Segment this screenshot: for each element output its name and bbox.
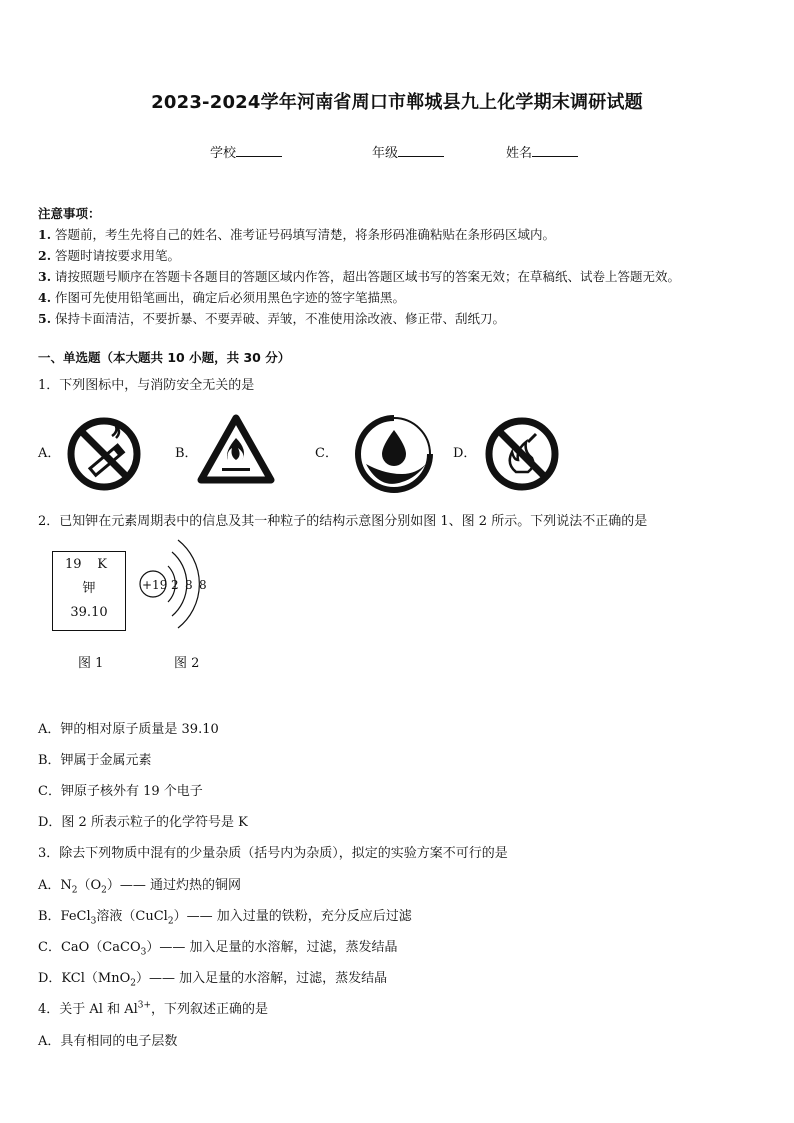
atomic-number: 19 bbox=[65, 557, 82, 572]
no-smoking-icon bbox=[64, 414, 144, 494]
element-symbol: K bbox=[97, 557, 107, 572]
element-card-top bbox=[53, 552, 125, 576]
notes-block bbox=[38, 203, 680, 329]
q2-option-b: B．钾属于金属元素 bbox=[38, 753, 152, 768]
section-heading: 一、单选题（本大题共 10 小题，共 30 分） bbox=[38, 350, 291, 365]
q3-option-d: D．KCl（MnO$_2$）—— 加入足量的水溶解，过滤，蒸发结晶 bbox=[38, 971, 388, 989]
grade-blank bbox=[398, 144, 444, 157]
note-item: 5. 保持卡面清洁，不要折暴、不要弄破、弄皱，不准使用涂改液、修正带、刮纸刀。 bbox=[38, 311, 506, 326]
page-title: 2023-2024学年河南省周口市郸城县九上化学期末调研试题 bbox=[151, 92, 643, 113]
q3-option-c: C．CaO（CaCO$_3$）—— 加入足量的水溶解，过滤，蒸发结晶 bbox=[38, 940, 398, 958]
q3-option-a: A．$N_2(O_2)——$ 通过灼热的铜网 bbox=[38, 878, 242, 896]
name-field: 姓名 bbox=[506, 142, 578, 161]
water-saving-icon bbox=[352, 412, 436, 496]
no-fire-icon bbox=[482, 414, 562, 494]
name-blank bbox=[532, 144, 578, 157]
note-item: 1. 答题前，考生先将自己的姓名、准考证号码填写清楚，将条形码准确粘贴在条形码区域内。 bbox=[38, 227, 556, 242]
q1-option-b-label: B． bbox=[175, 446, 198, 461]
nucleus-charge: +19 bbox=[142, 578, 168, 592]
notes-heading: 注意事项： bbox=[38, 206, 101, 221]
figure-2-caption: 图 2 bbox=[174, 656, 200, 671]
q2-option-c: C．钾原子核外有 19 个电子 bbox=[38, 784, 203, 799]
q2-option-d: D．图 2 所表示粒子的化学符号是 K bbox=[38, 815, 248, 830]
school-field: 学校 bbox=[210, 142, 282, 161]
grade-field: 年级 bbox=[372, 142, 444, 161]
question-3-stem: 3．除去下列物质中混有的少量杂质（括号内为杂质），拟定的实验方案不可行的是 bbox=[38, 846, 508, 861]
note-item: 3. 请按照题号顺序在答题卡各题目的答题区域内作答，超出答题区域书写的答案无效；在草稿纸、试卷上答题无效。 bbox=[38, 269, 681, 284]
q1-option-c-label: C． bbox=[315, 446, 338, 461]
q1-option-d-label: D． bbox=[453, 446, 477, 461]
shell-2-count: 8 bbox=[185, 578, 193, 592]
flammable-warning-icon bbox=[196, 412, 276, 488]
element-card-potassium bbox=[52, 551, 126, 631]
shell-1-count: 2 bbox=[171, 578, 179, 592]
question-2-stem: 2．已知钾在元素周期表中的信息及其一种粒子的结构示意图分别如图 1、图 2 所示。下列说法不正确的是 bbox=[38, 514, 648, 529]
q2-option-a: A．钾的相对原子质量是 39.10 bbox=[38, 722, 219, 737]
question-4-stem: 4．关于 Al 和 $Al^{3+}$，下列叙述正确的是 bbox=[38, 1000, 269, 1017]
note-item: 2. 答题时请按要求用笔。 bbox=[38, 248, 181, 263]
school-blank bbox=[236, 144, 282, 157]
shell-3-count: 8 bbox=[199, 578, 207, 592]
q1-option-a-label: A． bbox=[38, 446, 61, 461]
note-item: 4. 作图可先使用铅笔画出，确定后必须用黑色字迹的签字笔描黑。 bbox=[38, 290, 406, 305]
figure-1-caption: 图 1 bbox=[78, 656, 104, 671]
atomic-mass: 39.10 bbox=[70, 605, 108, 620]
question-1-stem: 1．下列图标中，与消防安全无关的是 bbox=[38, 378, 255, 393]
q3-option-b: B．FeCl$_3$溶液（CuCl$_2$）—— 加入过量的铁粉，充分反应后过滤 bbox=[38, 909, 412, 927]
q4-option-a: A．具有相同的电子层数 bbox=[38, 1034, 178, 1049]
element-name: 钾 bbox=[82, 581, 96, 596]
